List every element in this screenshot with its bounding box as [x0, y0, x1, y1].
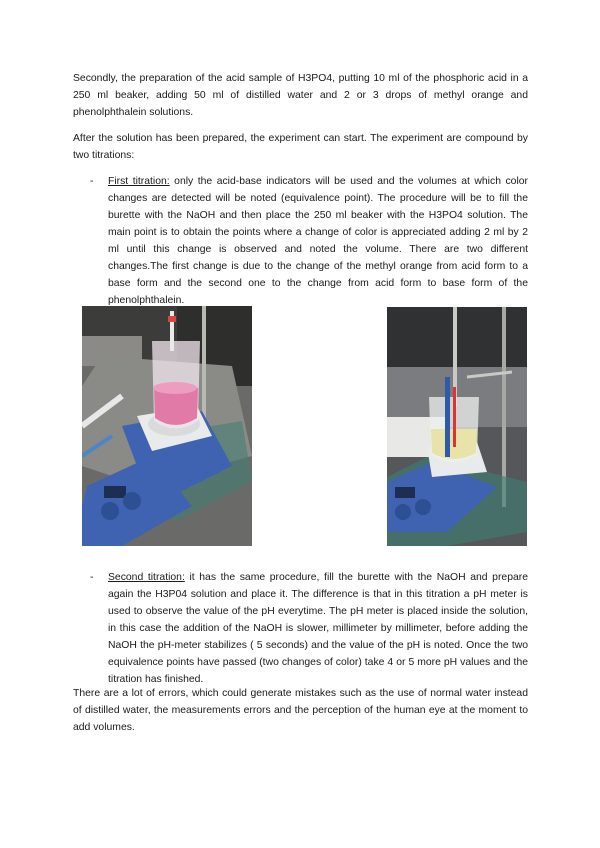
second-titration-body: it has the same procedure, fill the burette with the NaOH and prepare again the H3P04 solution and place it. The difference is that in this titration a pH meter is used to observe the value of the pH everytime. The pH meter is placed inside the solution, in this case the addition of the NaOH is slower, millimeter by millimeter, before adding the NaOH the pH-meter stabilizes ( 5 seconds) and the value of the pH is noted. Once the two equivalence points have passed (two changes of color) take 4 or 5 more pH values and the titration has finished.: [108, 572, 528, 685]
paragraph-start: After the solution has been prepared, the experiment can start. The experiment are compound by two titrations:: [73, 133, 528, 161]
right-photo-image: [387, 307, 527, 546]
bullet-dash: -: [90, 176, 94, 187]
bullet-dash: -: [90, 572, 94, 583]
list-item-second-titration: [90, 569, 528, 688]
first-titration-text: [108, 173, 528, 309]
first-titration-label: First titration:: [108, 176, 170, 187]
second-titration-text: [108, 569, 528, 688]
paragraph-intro: Secondly, the preparation of the acid sample of H3PO4, putting 10 ml of the phosphoric acid in a 250 ml beaker, adding 50 ml of distilled water and 2 or 3 drops of methyl orange and phenolphthalein solutions.: [73, 73, 528, 118]
list-item-first-titration: [90, 173, 528, 309]
second-titration-label: Second titration:: [108, 572, 185, 583]
paragraph-errors: There are a lot of errors, which could generate mistakes such as the use of normal water instead of distilled water, the measurements errors and the perception of the human eye at the moment to add volumes.: [73, 688, 528, 733]
photo-left-titration: [82, 306, 252, 546]
left-photo-image: [82, 306, 252, 546]
first-titration-body: only the acid-base indicators will be used and the volumes at which color changes are detected will be noted (equivalence point). The procedure will be to fill the burette with the NaOH and then place the 250 ml beaker with the H3PO4 solution. The main point is to obtain the points where a change of color is appreciated adding 2 ml by 2 ml until this change is observed and noted the volume. There are two different changes.The first change is due to the change of the methyl orange from acid form to a base form and the second one to the change from acid form to base form of the phenolphthalein.: [108, 176, 528, 306]
photo-right-titration: [387, 307, 527, 546]
